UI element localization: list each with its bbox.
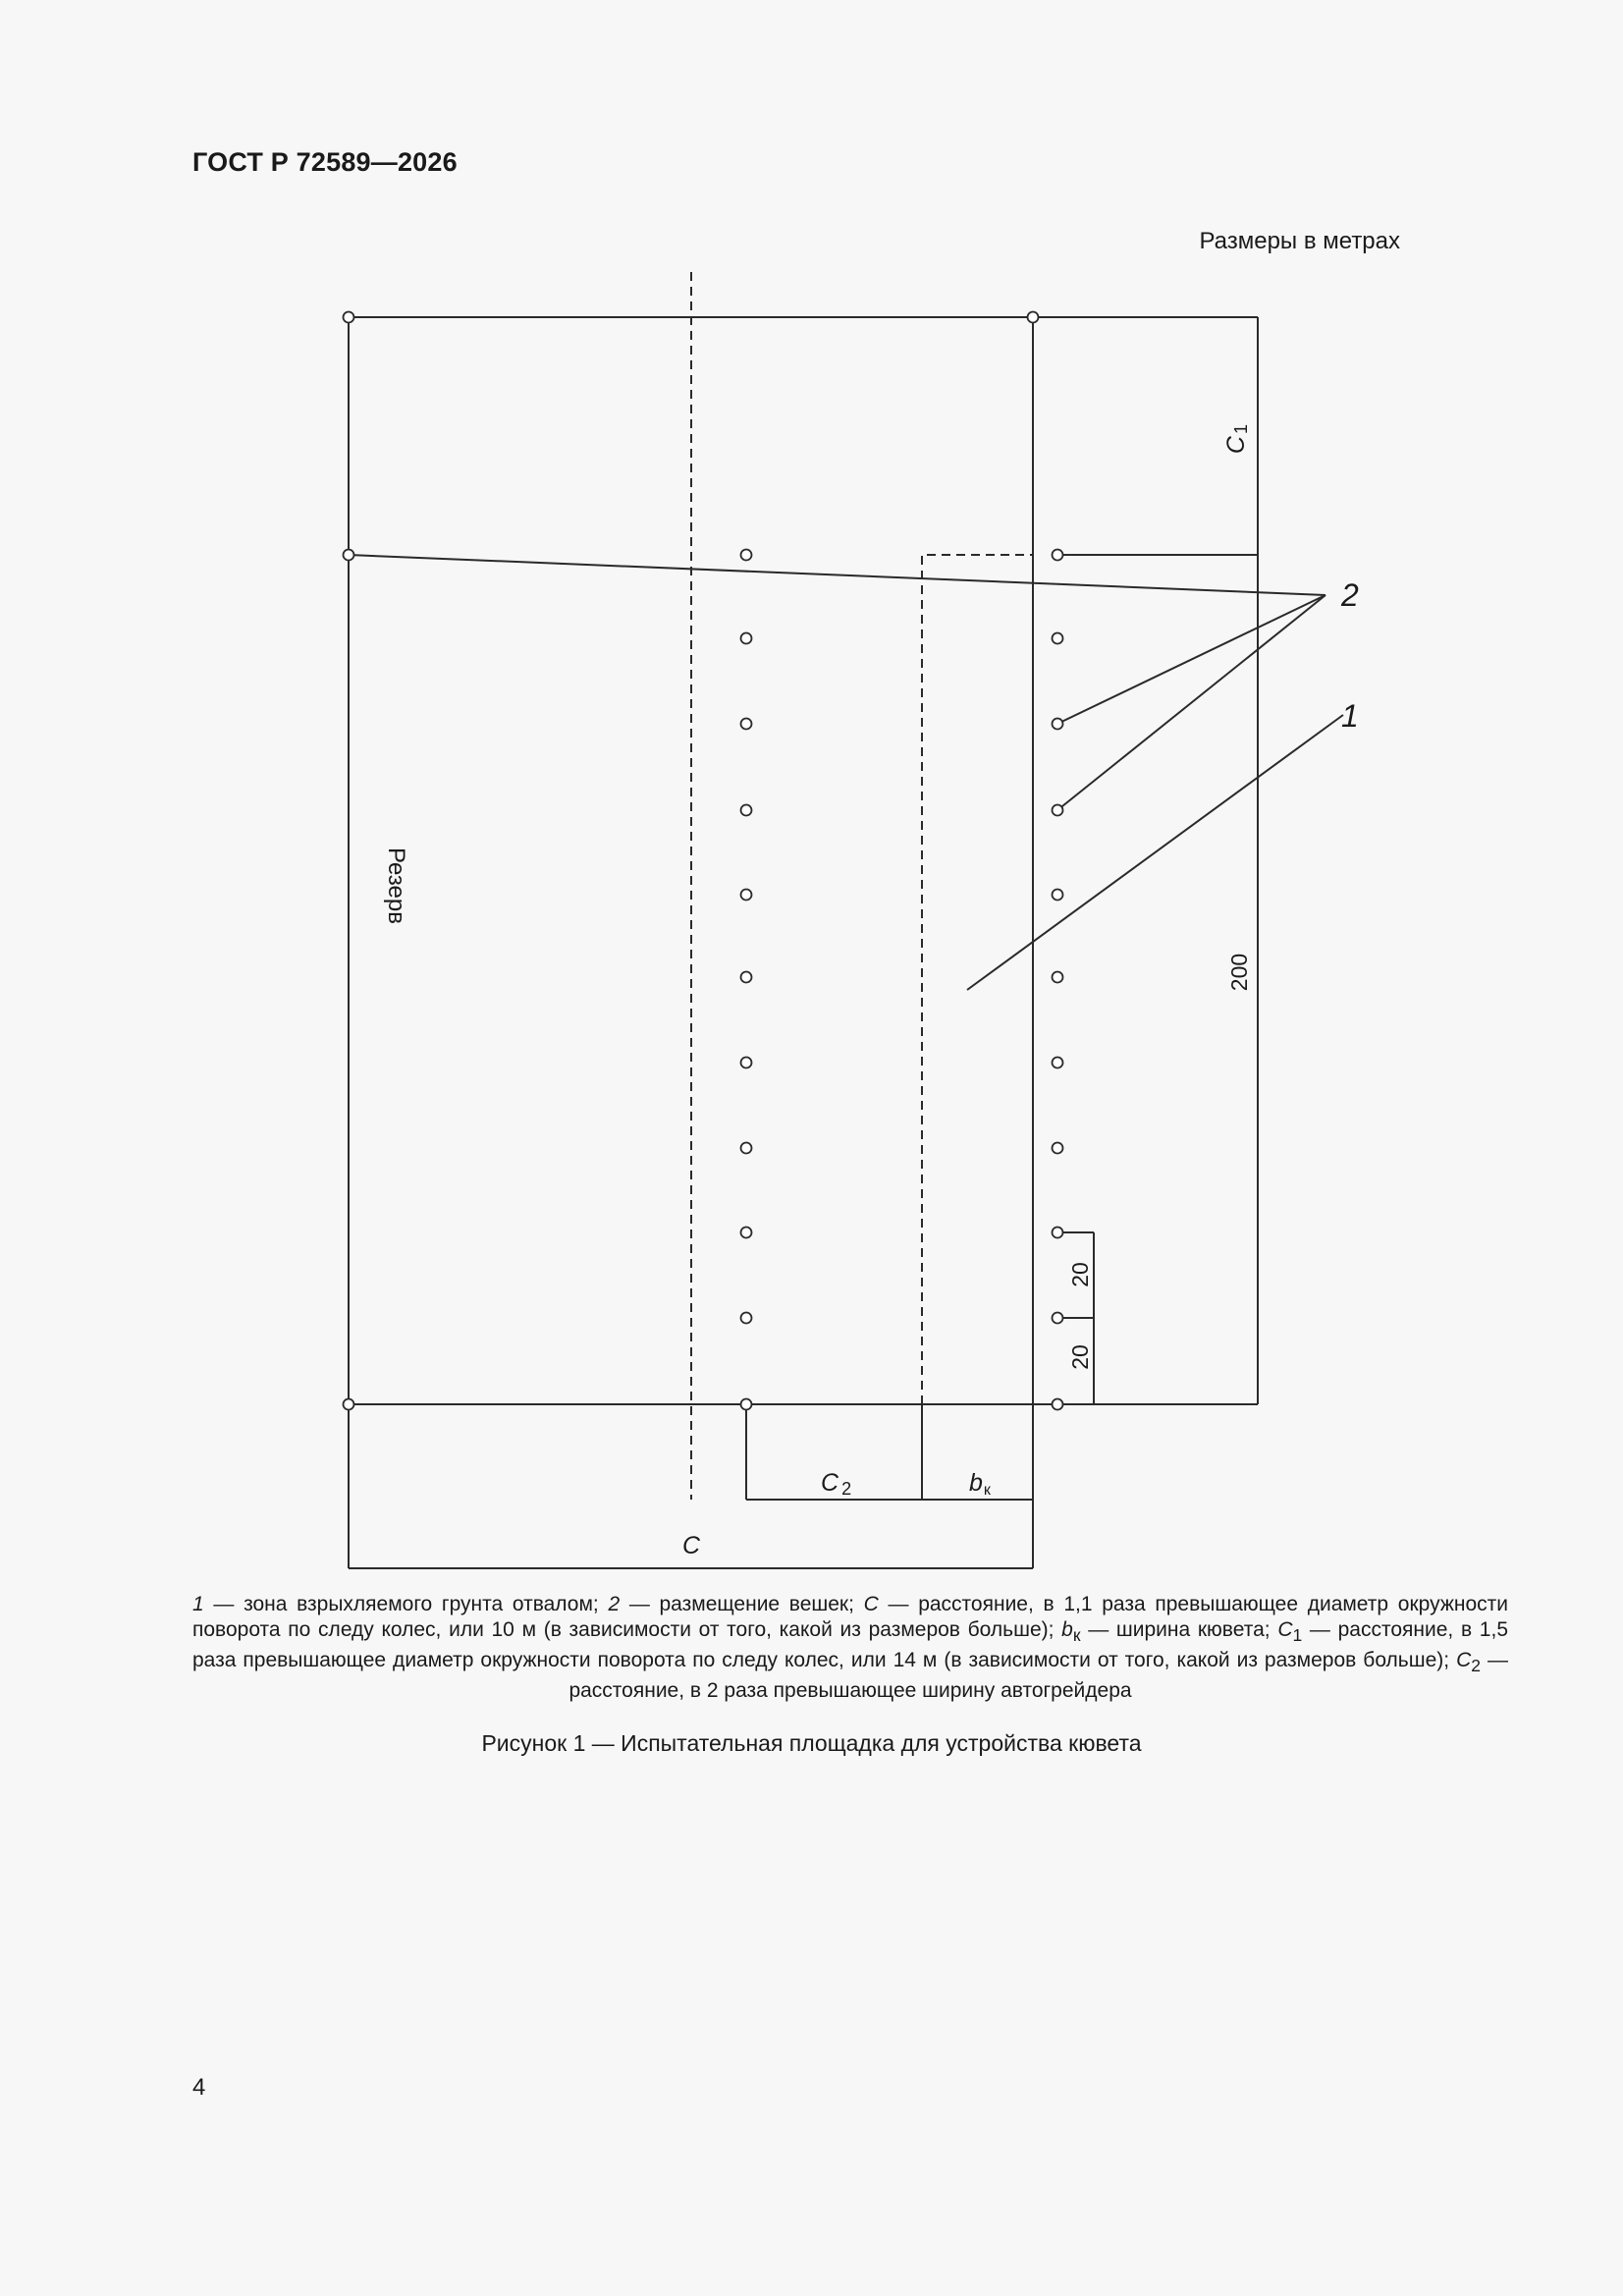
corner-marker — [1028, 312, 1039, 323]
figure-caption: Рисунок 1 — Испытательная площадка для устройства кювета — [481, 1730, 1142, 1756]
legend-text: — расстояние, в 1,5 раза превышающее диаметр окружности поворота по следу колес, или 14 м (в зависимости от того, какой из размеров больше); — [192, 1618, 1509, 1672]
stake-marker — [741, 550, 752, 561]
legend-text: — ширина кювета; — [1080, 1618, 1278, 1641]
stake-marker — [741, 805, 752, 816]
stake-markers — [344, 312, 1063, 1410]
callout-1: 1 — [1341, 698, 1359, 734]
stake-marker — [1053, 1313, 1063, 1324]
legend-key-c1-sub: 1 — [1292, 1625, 1303, 1646]
legend-key-2: 2 — [608, 1593, 621, 1615]
legend-text: — зона взрыхляемого грунта отвалом; — [203, 1593, 609, 1615]
callout-2: 2 — [1341, 577, 1359, 613]
legend-key-c2: C — [1456, 1649, 1472, 1672]
dim-20-upper-label: 20 — [1067, 1262, 1093, 1287]
stake-marker — [1053, 890, 1063, 901]
stake-marker — [1053, 550, 1063, 561]
stake-marker — [1053, 719, 1063, 730]
c2-label-main: C — [821, 1469, 839, 1497]
leader-2-c — [1057, 595, 1325, 810]
legend-key-bk-sub: к — [1072, 1625, 1081, 1646]
stake-marker — [741, 633, 752, 644]
c-label: C — [681, 1532, 701, 1559]
reserve-label: Резерв — [383, 847, 409, 924]
legend-text: — расстояние, в 2 раза превышающее ширину автогрейдера — [568, 1649, 1508, 1703]
bk-label — [969, 1469, 992, 1499]
stake-marker — [1053, 633, 1063, 644]
stake-marker — [741, 1313, 752, 1324]
c2-label — [821, 1469, 851, 1499]
stake-marker — [741, 890, 752, 901]
stake-marker — [1053, 1143, 1063, 1154]
document-header: ГОСТ Р 72589—2026 — [192, 147, 458, 177]
stake-marker — [1053, 805, 1063, 816]
legend-key-c2-sub: 2 — [1471, 1656, 1481, 1676]
stake-marker — [741, 719, 752, 730]
units-note: Размеры в метрах — [1199, 228, 1400, 254]
bk-label-main: b — [969, 1469, 983, 1497]
legend-text: — расстояние, в 1,1 раза превышающее диаметр окружности поворота по следу колес, или 10 м (в зависимости от того, какой из размеров больше); — [192, 1593, 1508, 1641]
leader-1 — [967, 715, 1343, 990]
corner-marker — [344, 1399, 354, 1410]
bk-label-sub: к — [983, 1482, 991, 1499]
legend-key-1: 1 — [192, 1593, 204, 1615]
stake-marker — [741, 1399, 752, 1410]
corner-marker — [344, 312, 354, 323]
legend-key-c1: C — [1277, 1618, 1293, 1641]
stake-marker — [1053, 1058, 1063, 1068]
legend-key-c: C — [863, 1593, 879, 1615]
leader-2-b — [1057, 595, 1325, 724]
dim-200-label: 200 — [1226, 953, 1252, 992]
c2-label-sub: 2 — [841, 1479, 852, 1499]
figure-legend — [192, 1592, 1508, 1704]
stake-marker — [741, 1143, 752, 1154]
loosened-soil-zone — [922, 555, 1033, 1404]
dim-20-lower-label: 20 — [1067, 1344, 1093, 1370]
stake-marker — [741, 1228, 752, 1238]
legend-key-bk: b — [1061, 1618, 1073, 1641]
page-number: 4 — [192, 2074, 206, 2101]
stake-marker — [741, 1058, 752, 1068]
legend-text: — размещение вешек; — [620, 1593, 864, 1615]
c1-label-sub: 1 — [1231, 423, 1251, 434]
c1-dimension-label — [1222, 424, 1251, 454]
corner-marker — [344, 550, 354, 561]
stake-marker — [1053, 1399, 1063, 1410]
c1-label-main: C — [1222, 436, 1250, 455]
stake-marker — [741, 972, 752, 983]
stake-marker — [1053, 972, 1063, 983]
stake-marker — [1053, 1228, 1063, 1238]
leader-2-a — [349, 555, 1325, 595]
